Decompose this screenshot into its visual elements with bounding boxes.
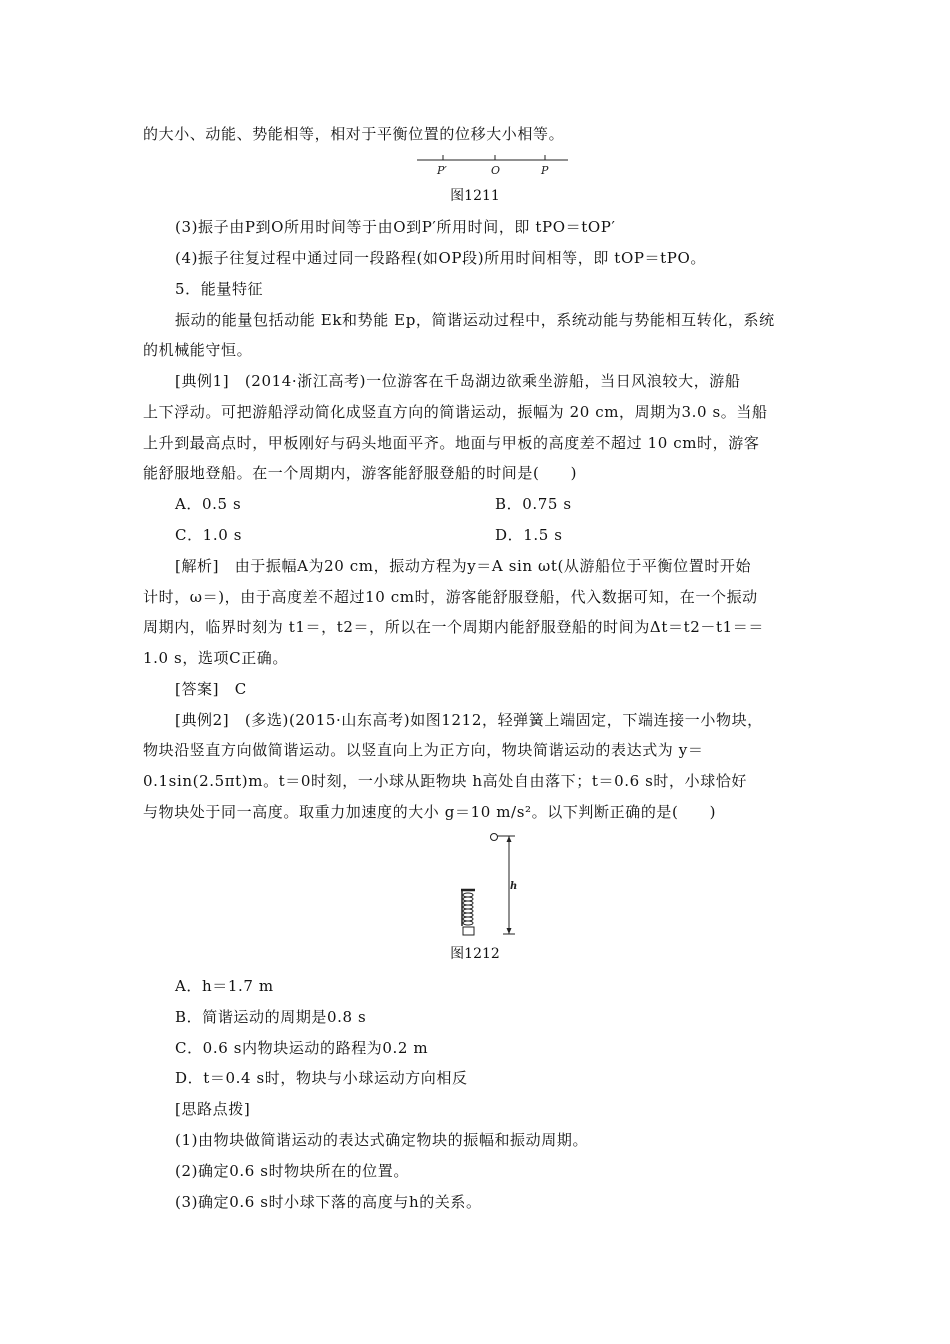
- text-line: 上升到最高点时，甲板刚好与码头地面平齐。地面与甲板的高度差不超过 10 cm时，游客: [143, 434, 760, 452]
- figure-1211-caption: 图1211: [450, 188, 500, 204]
- label-p-prime: P′: [437, 164, 447, 177]
- figure-1212-diagram: [455, 830, 535, 940]
- hint-item: (1)由物块做简谐运动的表达式确定物块的振幅和振动周期。: [175, 1131, 589, 1149]
- text-line: 计时，ω＝)，由于高度差不超过10 cm时，游客能舒服登船，代入数据可知，在一个振动: [143, 588, 758, 606]
- label-p: P: [541, 164, 549, 177]
- option-d: D．t＝0.4 s时，物块与小球运动方向相反: [175, 1069, 468, 1087]
- text-line: 上下浮动。可把游船浮动简化成竖直方向的简谐运动，振幅为 20 cm，周期为3.0 s。当船: [143, 403, 768, 421]
- hint-heading: [思路点拨]: [175, 1100, 251, 1118]
- option-c: C．1.0 s: [175, 526, 242, 544]
- figure-1211-diagram: [415, 150, 575, 180]
- option-b: B．0.75 s: [495, 495, 572, 513]
- label-o: O: [491, 164, 501, 177]
- hint-item: (3)确定0.6 s时小球下落的高度与h的关系。: [175, 1193, 482, 1211]
- example-2-title: [典例2] (多选)(2015·山东高考)如图1212，轻弹簧上端固定，下端连接一小物块，: [175, 711, 763, 729]
- option-b: B．简谐运动的周期是0.8 s: [175, 1008, 367, 1026]
- option-a: A．h＝1.7 m: [175, 977, 274, 995]
- option-a: A．0.5 s: [175, 495, 242, 513]
- solution-line: [解析] 由于振幅A为20 cm，振动方程为y＝A sin ωt(从游船位于平衡位置时开始: [175, 557, 752, 575]
- text-line: 0.1sin(2.5πt)m。t＝0时刻，一小球从距物块 h高处自由落下；t＝0.6 s时，小球恰好: [143, 772, 748, 790]
- answer-line: [答案] C: [175, 680, 247, 698]
- text-line: (4)振子往复过程中通过同一段路程(如OP段)所用时间相等，即 tOP＝tPO。: [175, 249, 706, 267]
- label-h: h: [510, 881, 518, 892]
- block-icon: [463, 927, 474, 935]
- text-line: 振动的能量包括动能 Ek和势能 Ep，简谐运动过程中，系统动能与势能相互转化，系统: [175, 311, 775, 329]
- figure-1212-caption: 图1212: [450, 946, 500, 962]
- text-line: 能舒服地登船。在一个周期内，游客能舒服登船的时间是( ): [143, 464, 578, 482]
- ball-icon: [491, 834, 498, 841]
- text-line: 的机械能守恒。: [143, 341, 253, 359]
- option-c: C．0.6 s内物块运动的路程为0.2 m: [175, 1039, 429, 1057]
- section-heading: 5．能量特征: [175, 280, 264, 298]
- text-line: 1.0 s，选项C正确。: [143, 649, 288, 667]
- text-line: 物块沿竖直方向做简谐运动。以竖直向上为正方向，物块简谐运动的表达式为 y＝: [143, 741, 704, 759]
- example-1-title: [典例1] (2014·浙江高考)一位游客在千岛湖边欲乘坐游船，当日风浪较大，游船: [175, 372, 741, 390]
- spring-icon: [463, 893, 473, 925]
- text-line: 周期内，临界时刻为 t1＝，t2＝，所以在一个周期内能舒服登船的时间为Δt＝t2－t1＝＝: [143, 618, 764, 636]
- hint-item: (2)确定0.6 s时物块所在的位置。: [175, 1162, 409, 1180]
- text-line: 的大小、动能、势能相等，相对于平衡位置的位移大小相等。: [143, 125, 565, 143]
- option-d: D．1.5 s: [495, 526, 563, 544]
- text-line: 与物块处于同一高度。取重力加速度的大小 g＝10 m/s²。以下判断正确的是( ): [143, 803, 717, 821]
- text-line: (3)振子由P到O所用时间等于由O到P′所用时间，即 tPO＝tOP′: [175, 218, 616, 236]
